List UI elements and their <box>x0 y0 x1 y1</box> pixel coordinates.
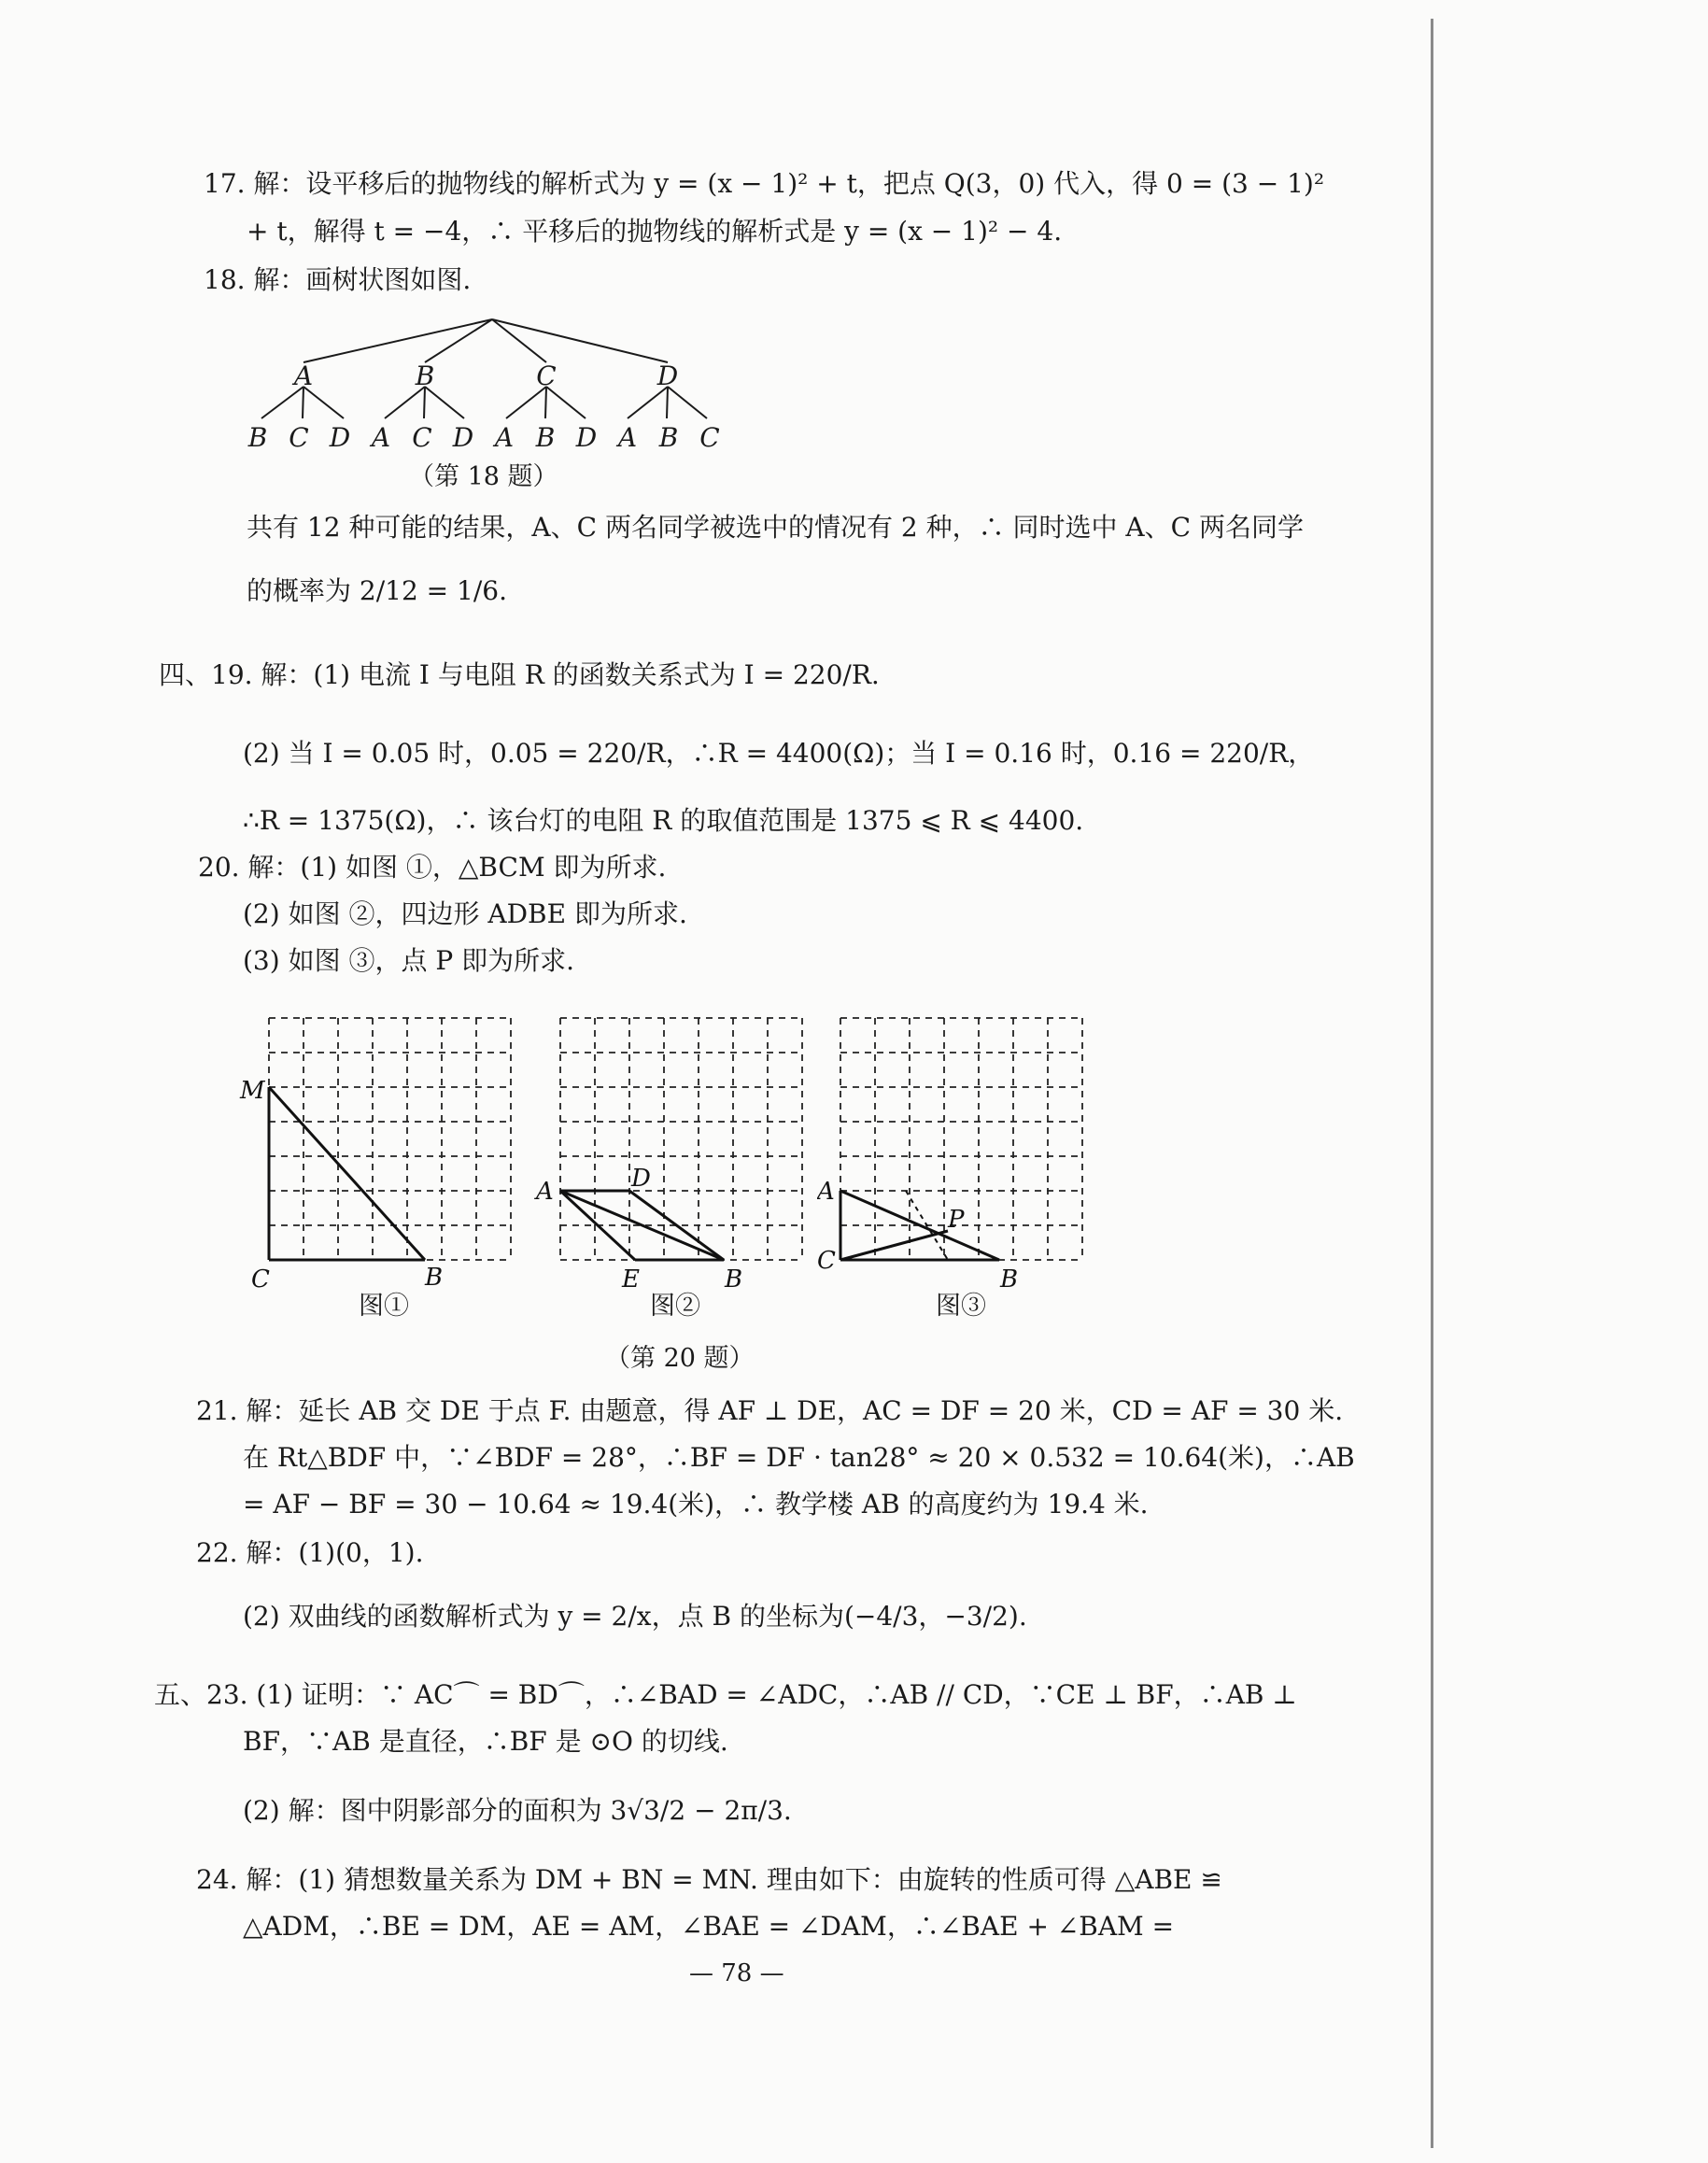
q22-line-2: (2) 双曲线的函数解析式为 y = 2/x，点 B 的坐标为(−4/3，−3/2). <box>243 1601 1027 1632</box>
q20-line-1: 20. 解：(1) 如图 ①，△BCM 即为所求. <box>198 852 667 883</box>
tree-leaf: C <box>289 422 309 453</box>
figure-1-grid <box>238 1009 518 1308</box>
point-label: C <box>817 1247 836 1275</box>
point-label: B <box>425 1264 444 1292</box>
point-label: A <box>817 1178 835 1206</box>
tree-leaf: D <box>452 422 474 453</box>
point-label: C <box>251 1265 270 1294</box>
q24-line-1: 24. 解：(1) 猜想数量关系为 DM + BN = MN. 理由如下：由旋转的性质可得 △ABE ≌ <box>196 1864 1222 1895</box>
q18-line-1: 18. 解：画树状图如图. <box>204 264 472 295</box>
tree-leaf: A <box>494 422 515 453</box>
figure-3-grid <box>817 1009 1088 1308</box>
tree-node: A <box>293 360 314 391</box>
point-label: A <box>536 1178 554 1206</box>
figure-3-label: 图③ <box>936 1292 986 1321</box>
point-label: E <box>622 1265 640 1294</box>
page-number: — 78 — <box>689 1959 784 1987</box>
q23-line-2: BF，∵AB 是直径，∴BF 是 ⊙O 的切线. <box>243 1726 728 1757</box>
point-label: M <box>240 1077 265 1105</box>
tree-diagram <box>233 308 738 453</box>
q18-line-3: 的概率为 2/12 = 1/6. <box>247 575 508 606</box>
figure-2-grid <box>532 1009 803 1308</box>
q21-line-3: = AF − BF = 30 − 10.64 ≈ 19.4(米)，∴ 教学楼 AB 的高度约为 19.4 米. <box>243 1489 1149 1520</box>
q21-line-2: 在 Rt△BDF 中，∵∠BDF = 28°，∴BF = DF · tan28° ≈ 20 × 0.532 = 10.64(米)，∴AB <box>243 1442 1355 1473</box>
q23-line-3: (2) 解：图中阴影部分的面积为 3√3/2 − 2π/3. <box>243 1795 792 1826</box>
page-edge-line <box>1431 19 1433 2148</box>
tree-node: B <box>415 360 435 391</box>
figure-20-caption: （第 20 题） <box>605 1344 755 1373</box>
q17-line-1: 17. 解：设平移后的抛物线的解析式为 y = (x − 1)² + t，把点 Q(3，0) 代入，得 0 = (3 − 1)² <box>204 168 1325 199</box>
tree-leaf: C <box>412 422 432 453</box>
q17-line-2: + t，解得 t = −4，∴ 平移后的抛物线的解析式是 y = (x − 1)² − 4. <box>247 216 1063 247</box>
q24-line-2: △ADM，∴BE = DM，AE = AM，∠BAE = ∠DAM，∴∠BAE + ∠BAM = <box>243 1911 1175 1942</box>
point-label: B <box>725 1265 743 1294</box>
q20-line-2: (2) 如图 ②，四边形 ADBE 即为所求. <box>243 898 687 929</box>
q19-line-2: (2) 当 I = 0.05 时，0.05 = 220/R，∴R = 4400(Ω)；当 I = 0.16 时，0.16 = 220/R， <box>243 738 1315 769</box>
q22-line-1: 22. 解：(1)(0，1). <box>196 1537 424 1568</box>
point-label: P <box>948 1206 965 1234</box>
q20-line-3: (3) 如图 ③，点 P 即为所求. <box>243 945 575 976</box>
tree-leaf: B <box>658 422 679 453</box>
figure-18-caption: （第 18 题） <box>409 462 558 491</box>
tree-leaf: D <box>575 422 598 453</box>
tree-leaf: B <box>247 422 268 453</box>
q18-line-2: 共有 12 种可能的结果，A、C 两名同学被选中的情况有 2 种，∴ 同时选中 A、C 两名同学 <box>247 512 1304 543</box>
q19-line-1: 四、19. 解：(1) 电流 I 与电阻 R 的函数关系式为 I = 220/R. <box>159 659 880 690</box>
figure-2-label: 图② <box>650 1292 700 1321</box>
tree-leaf: D <box>329 422 351 453</box>
tree-leaf: A <box>617 422 638 453</box>
figure-1-label: 图① <box>359 1292 409 1321</box>
q21-line-1: 21. 解：延长 AB 交 DE 于点 F. 由题意，得 AF ⊥ DE，AC = DF = 20 米，CD = AF = 30 米. <box>196 1395 1344 1426</box>
point-label: D <box>631 1165 651 1193</box>
tree-leaf: A <box>371 422 391 453</box>
q19-line-3: ∴R = 1375(Ω)，∴ 该台灯的电阻 R 的取值范围是 1375 ⩽ R ⩽ 4400. <box>243 805 1084 836</box>
tree-node: C <box>536 360 557 391</box>
tree-leaf: C <box>699 422 720 453</box>
tree-leaf: B <box>535 422 556 453</box>
point-label: B <box>1000 1265 1019 1294</box>
tree-node: D <box>656 360 679 391</box>
q23-line-1: 五、23. (1) 证明：∵ AC⌒ = BD⌒，∴∠BAD = ∠ADC，∴AB // CD，∵CE ⊥ BF，∴AB ⊥ <box>154 1679 1297 1710</box>
